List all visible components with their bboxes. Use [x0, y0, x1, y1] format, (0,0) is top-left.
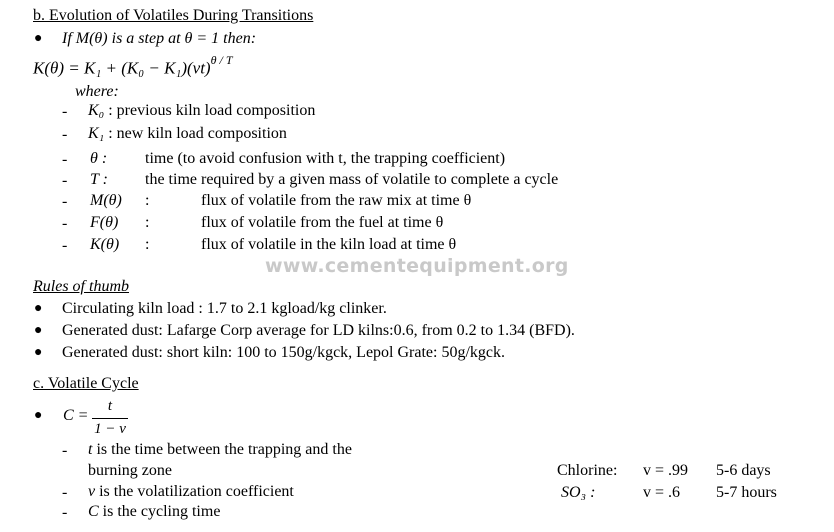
section-c-heading: c. Volatile Cycle — [33, 375, 139, 392]
chlorine-time: 5-6 days — [716, 462, 771, 479]
dash-icon: - — [62, 215, 68, 232]
def-t-symbol: T : — [90, 171, 108, 188]
def-k-colon: : — [145, 236, 150, 253]
bullet-icon: ● — [34, 345, 43, 360]
cycle-def-t: t is the time between the trapping and the — [88, 441, 352, 458]
bullet-icon: ● — [34, 31, 43, 46]
step-condition-text: If M(θ) is a step at θ = 1 then: — [62, 30, 257, 47]
def-f-colon: : — [145, 214, 150, 231]
cycle-formula-lhs: C = — [63, 407, 89, 424]
dash-icon: - — [62, 193, 68, 210]
dash-icon: - — [62, 237, 68, 254]
def-m-colon: : — [145, 192, 150, 209]
dash-icon: - — [62, 151, 68, 168]
dash-icon: - — [62, 172, 68, 189]
def-f-symbol: F(θ) — [90, 214, 119, 231]
bullet-icon: ● — [34, 301, 43, 316]
dash-icon: - — [62, 504, 68, 521]
bullet-icon: ● — [34, 408, 43, 423]
def-k0: K₀ : previous kiln load composition — [88, 102, 316, 119]
def-m-desc: flux of volatile from the raw mix at time θ — [201, 192, 472, 209]
rule-item: Generated dust: Lafarge Corp average for LD kilns:0.6, from 0.2 to 1.34 (BFD). — [62, 322, 575, 339]
dash-icon: - — [62, 126, 68, 143]
fraction-line — [92, 418, 128, 419]
evolution-formula: K(θ) = K₁ + (K₀ − K₁)(vt)$^{\theta / T}$ — [33, 53, 233, 78]
rule-item: Circulating kiln load : 1.7 to 2.1 kgload/kg clinker. — [62, 300, 387, 317]
def-k1: K₁ : new kiln load composition — [88, 125, 287, 142]
def-t-desc: the time required by a given mass of volatile to complete a cycle — [145, 171, 559, 188]
section-b-heading: b. Evolution of Volatiles During Transitions — [33, 7, 314, 24]
formula-exponent: θ / T — [210, 53, 233, 67]
def-theta-desc: time (to avoid confusion with t, the trapping coefficient) — [145, 150, 506, 167]
chlorine-label: Chlorine: — [557, 462, 618, 479]
cycle-def-c: C is the cycling time — [88, 503, 221, 520]
def-k-symbol: K(θ) — [90, 236, 120, 253]
chlorine-v: v = .99 — [643, 462, 689, 479]
dash-icon: - — [62, 103, 68, 120]
def-k-desc: flux of volatile in the kiln load at time θ — [201, 236, 457, 253]
bullet-icon: ● — [34, 323, 43, 338]
so3-time: 5-7 hours — [716, 484, 777, 501]
cycle-formula-numerator: t — [107, 398, 113, 414]
def-theta-symbol: θ : — [90, 150, 108, 167]
cycle-def-v: v is the volatilization coefficient — [88, 483, 294, 500]
so3-label: SO₃ : — [561, 484, 596, 501]
rule-item: Generated dust: short kiln: 100 to 150g/kgck, Lepol Grate: 50g/kgck. — [62, 344, 506, 361]
where-label: where: — [75, 83, 119, 100]
cycle-formula-denominator: 1 − v — [94, 421, 126, 437]
so3-v: v = .6 — [643, 484, 681, 501]
def-f-desc: flux of volatile from the fuel at time θ — [201, 214, 444, 231]
cycle-def-t-cont: burning zone — [88, 462, 172, 479]
rules-heading: Rules of thumb — [33, 278, 129, 295]
def-m-symbol: M(θ) — [90, 192, 122, 209]
dash-icon: - — [62, 442, 68, 459]
watermark: www.cementequipment.org — [265, 255, 569, 277]
dash-icon: - — [62, 484, 68, 501]
